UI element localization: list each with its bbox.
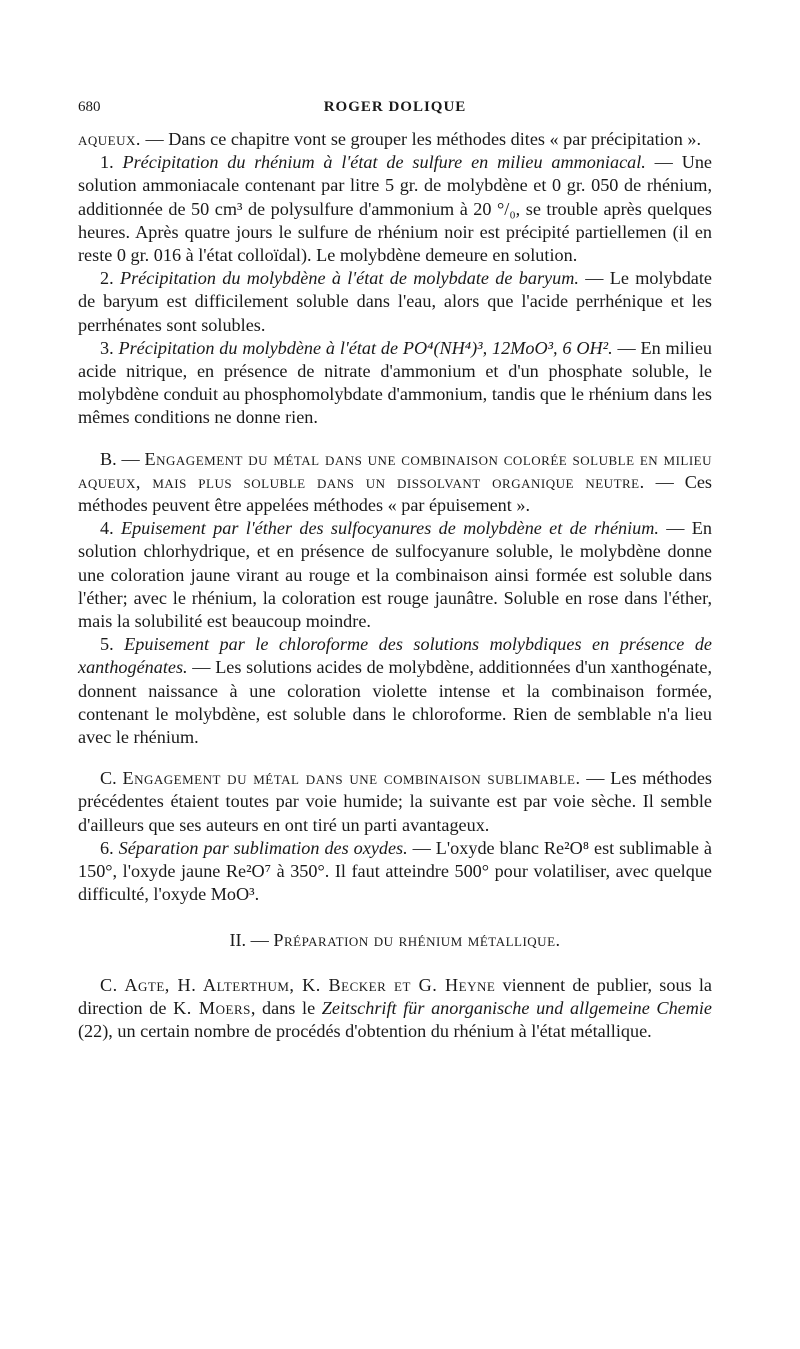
method-4 [78, 517, 712, 633]
method-text: — L'oxyde blanc Re²O⁸ est sublimable à 150°, l'oxyde jaune Re²O⁷ à 350°. Il faut atteindre 500° pour volatiliser, avec quelque difficulté, l'oxyde MoO³. [78, 837, 713, 905]
method-5 [78, 633, 712, 749]
paragraph-text: viennent de publier, sous la direction de [78, 974, 712, 1018]
section-heading: Engagement du métal dans une combinaison colorée soluble en milieu aqueux, mais plus soluble dans un dissolvant organique neutre. [78, 448, 712, 492]
paragraph-text: , dans le [250, 997, 322, 1018]
method-text: — Les solutions acides de molybdène, additionnées d'un xanthogénate, donnent naissance à une coloration violette intense et la combinaison formée, contenant le molybdène, est soluble dans le chloroforme. Rien de semblable n'a lieu avec le rhénium. [78, 657, 712, 748]
director: K. Moers [173, 997, 251, 1018]
method-1 [78, 151, 712, 267]
paragraph-text: (22), un certain nombre de procédés d'obtention du rhénium à l'état métallique. [78, 1021, 652, 1042]
page-header [78, 96, 712, 118]
method-title: Précipitation du molybdène à l'état de PO⁴(NH⁴)³, 12MoO³, 6 OH². [118, 337, 613, 358]
method-text: — Une solution ammoniacale contenant par litre 5 gr. de molybdène et 0 gr. 050 de rhénium, additionnée de 50 cm³ de polysulfure d'ammonium à 20 °/₀, se trouble après quelques heures. Après quatre jours le sulfure de rhénium noir est précipité partiellemen (il en reste 0 gr. 016 à l'état colloïdal). Le molybdène demeure en solution. [78, 152, 712, 266]
section-ii-heading [78, 929, 712, 952]
section-label: II. — [229, 929, 274, 950]
method-number: 1. [100, 152, 123, 173]
method-6 [78, 837, 712, 907]
method-number: 2. [100, 268, 120, 289]
section-heading: Préparation du rhénium métallique. [273, 929, 561, 950]
method-3 [78, 337, 712, 430]
method-number: 3. [100, 337, 119, 358]
closing-paragraph [78, 974, 712, 1044]
journal-title: Zeitschrift für anorganische und allgemeine Chemie [321, 997, 712, 1018]
method-title: Epuisement par le chloroforme des solutions molybdiques en présence de xanthogénates. [78, 634, 713, 678]
method-title: Séparation par sublimation des oxydes. [118, 837, 408, 858]
section-label: C. [100, 768, 123, 789]
method-text: — En milieu acide nitrique, en présence de nitrate d'ammonium et d'un phosphate soluble, le molybdène conduit au phosphomolybdate d'ammonium, tandis que le rhénium dans les mêmes conditions ne donne rien. [78, 337, 712, 428]
method-title: Epuisement par l'éther des sulfocyanures de molybdène et de rhénium. [120, 518, 659, 539]
method-number: 4. [100, 518, 121, 539]
section-b [78, 448, 712, 518]
method-text: — Le molybdate de baryum est difficilement soluble dans l'eau, alors que l'acide perrhénique et les perrhénates sont solubles. [78, 268, 712, 335]
method-2 [78, 267, 712, 337]
method-text: — En solution chlorhydrique, et en présence de sulfocyanure soluble, le molybdène donne une coloration jaune virant au rouge et la combinaison ainsi formée est soluble dans l'éther; avec le rhénium, la coloration est rouge jaunâtre. Soluble en rose dans l'éther, mais la solubilité est beaucoup moindre. [78, 518, 713, 632]
section-text: — Ces méthodes peuvent être appelées méthodes « par épuisement ». [78, 471, 712, 516]
paragraph-text: — Dans ce chapitre vont se grouper les méthodes dites « par précipitation ». [140, 129, 702, 149]
section-heading: Engagement du métal dans une combinaison sublimable. [122, 768, 581, 789]
lead-word: aqueux. [78, 129, 141, 149]
section-c [78, 767, 712, 837]
method-title: Précipitation du rhénium à l'état de sulfure en milieu ammoniacal. [122, 152, 646, 173]
section-label: B. — [100, 448, 145, 469]
method-number: 6. [100, 837, 119, 858]
section-text: — Les méthodes précédentes étaient toutes par voie humide; la suivante est par voie sèche. Il semble d'ailleurs que ses auteurs en ont tiré un parti avantageux. [78, 768, 712, 835]
method-title: Précipitation du molybdène à l'état de molybdate de baryum. [119, 268, 579, 289]
page-number: 680 [78, 99, 101, 115]
page [78, 96, 712, 1043]
method-number: 5. [100, 634, 125, 655]
running-title: ROGER DOLIQUE [323, 99, 467, 115]
paragraph [78, 128, 712, 151]
authors: C. Agte, H. Alterthum, K. Becker et G. Heyne [100, 974, 496, 995]
